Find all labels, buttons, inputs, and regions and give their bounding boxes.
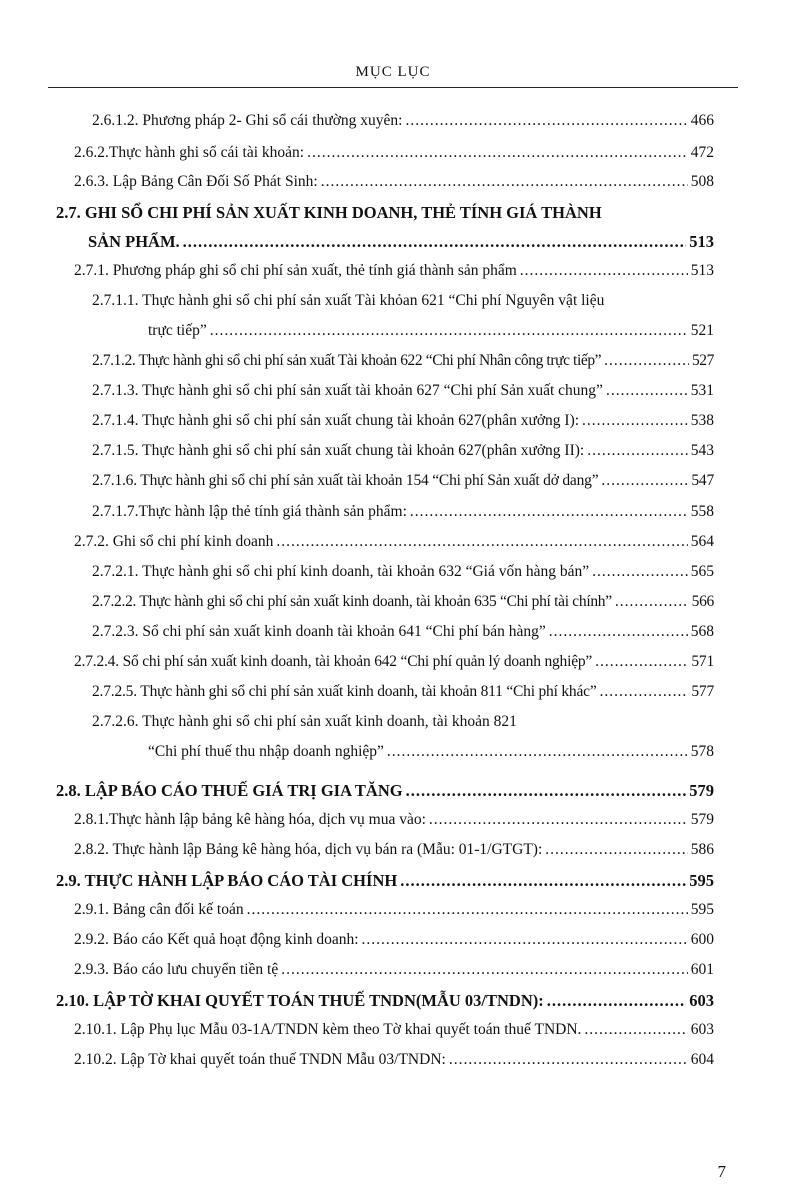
toc-leader-dots <box>406 781 687 801</box>
toc-entry-title: 2.7.1.2. Thực hành ghi sổ chi phí sản xuất Tài khoản 622 “Chi phí Nhân công trực tiếp” <box>92 352 602 369</box>
toc-entry-title: 2.7.2.5. Thực hành ghi sổ chi phí sản xuất kinh doanh, tài khoản 811 “Chi phí khác” <box>92 683 597 700</box>
toc-entry-title: trực tiếp” <box>148 322 207 339</box>
toc-entry-page: 513 <box>689 232 714 251</box>
toc-leader-dots <box>601 472 688 490</box>
toc-entry[interactable] <box>92 503 714 521</box>
toc-entry[interactable] <box>92 563 714 581</box>
toc-entry-page: 603 <box>689 991 714 1010</box>
toc-entry-title: 2.10. LẬP TỜ KHAI QUYẾT TOÁN THUẾ TNDN(MẪU 03/TNDN): <box>56 991 544 1010</box>
toc-entry[interactable] <box>92 352 714 370</box>
toc-entry[interactable] <box>92 472 714 490</box>
toc-section-heading[interactable] <box>56 781 714 801</box>
toc-leader-dots <box>321 173 688 191</box>
toc-leader-dots <box>595 653 688 671</box>
toc-leader-dots <box>429 811 688 829</box>
page-header-title: MỤC LỤC <box>355 64 431 80</box>
toc-entry-page: 578 <box>690 743 714 760</box>
toc-entry[interactable] <box>74 653 714 671</box>
toc-entry[interactable] <box>74 533 714 551</box>
toc-entry-page: 521 <box>690 322 714 339</box>
page-number: 7 <box>717 1162 726 1181</box>
toc-entry[interactable] <box>74 1021 714 1039</box>
toc-leader-dots <box>615 593 689 611</box>
toc-section-heading-cont[interactable] <box>88 232 714 252</box>
toc-leader-dots <box>449 1051 688 1069</box>
toc-entry-page: 586 <box>690 841 714 858</box>
toc-entry[interactable] <box>74 931 714 949</box>
toc-entry-page: 564 <box>690 533 714 550</box>
toc-section-heading[interactable] <box>56 991 714 1011</box>
toc-entry[interactable] <box>92 412 714 430</box>
toc-leader-dots <box>183 232 687 252</box>
toc-leader-dots <box>405 112 687 130</box>
toc-entry-title: 2.7.1.5. Thực hành ghi sổ chi phí sản xuất chung tài khoản 627(phân xưởng II): <box>92 442 585 459</box>
toc-leader-dots <box>362 931 688 949</box>
toc-entry-title: 2.7.1.4. Thực hành ghi sổ chi phí sản xuất chung tài khoản 627(phân xưởng I): <box>92 412 580 429</box>
toc-entry-title: 2.8.1.Thực hành lập bảng kê hàng hóa, dịch vụ mua vào: <box>74 811 426 828</box>
toc-entry-page: 538 <box>690 412 714 429</box>
toc-section-heading[interactable] <box>56 871 714 891</box>
toc-entry[interactable] <box>74 173 714 191</box>
toc-entry[interactable] <box>92 593 714 611</box>
toc-entry-page: 595 <box>689 871 714 890</box>
toc-entry-title: 2.8. LẬP BÁO CÁO THUẾ GIÁ TRỊ GIA TĂNG <box>56 781 403 800</box>
toc-entry[interactable] <box>74 1051 714 1069</box>
toc-entry-page: 558 <box>690 503 714 520</box>
toc-entry[interactable] <box>74 901 714 919</box>
toc-entry-title: 2.9.3. Báo cáo lưu chuyển tiền tệ <box>74 961 279 978</box>
toc-entry-page: 579 <box>690 811 714 828</box>
toc-entry[interactable] <box>92 382 714 400</box>
toc-entry[interactable] <box>92 623 714 641</box>
toc-section-heading[interactable] <box>56 203 714 223</box>
toc-leader-dots <box>592 563 688 581</box>
toc-entry-title: 2.6.3. Lập Bảng Cân Đối Số Phát Sinh: <box>74 173 318 190</box>
toc-entry-title: 2.7.1.3. Thực hành ghi sổ chi phí sản xuất tài khoản 627 “Chi phí Sản xuất chung” <box>92 382 603 399</box>
toc-entry[interactable] <box>74 841 714 859</box>
toc-entry-page: 566 <box>691 593 714 610</box>
toc-entry-title: 2.7.2.6. Thực hành ghi sổ chi phí sản xuất kinh doanh, tài khoản 821 <box>92 713 517 730</box>
toc-leader-dots <box>582 412 688 430</box>
toc-entry-page: 527 <box>691 352 714 369</box>
toc-entry-page: 571 <box>691 653 714 670</box>
toc-entry-page: 513 <box>690 262 714 279</box>
toc-entry-page: 543 <box>690 442 714 459</box>
toc-leader-dots <box>400 871 686 891</box>
toc-leader-dots <box>604 352 689 370</box>
toc-entry-cont[interactable] <box>148 743 714 761</box>
toc-entry-title: 2.10.1. Lập Phụ lục Mẫu 03-1A/TNDN kèm theo Tờ khai quyết toán thuế TNDN. <box>74 1021 582 1038</box>
header-rule <box>48 87 738 88</box>
toc-leader-dots <box>584 1021 687 1039</box>
toc-entry[interactable] <box>92 683 714 701</box>
toc-entry[interactable] <box>92 713 714 731</box>
toc-entry[interactable] <box>92 292 714 310</box>
toc-entry-title: 2.7.2.3. Sổ chi phí sản xuất kinh doanh tài khoản 641 “Chi phí bán hàng” <box>92 623 546 640</box>
toc-entry-title: 2.7.1.1. Thực hành ghi sổ chi phí sản xuất Tài khỏan 621 “Chi phí Nguyên vật liệu <box>92 292 605 309</box>
toc-entry-title: 2.7.2. Ghi sổ chi phí kinh doanh <box>74 533 274 550</box>
toc-entry-cont[interactable] <box>148 322 714 340</box>
toc-leader-dots <box>281 961 688 979</box>
toc-entry-page: 466 <box>690 112 714 129</box>
toc-entry-title: SẢN PHẨM. <box>88 232 180 251</box>
toc-entry-title: “Chi phí thuế thu nhập doanh nghiệp” <box>148 743 384 760</box>
toc-entry-title: 2.10.2. Lập Tờ khai quyết toán thuế TNDN Mẫu 03/TNDN: <box>74 1051 446 1068</box>
toc-leader-dots <box>549 623 688 641</box>
toc-leader-dots <box>600 683 689 701</box>
toc-entry-page: 601 <box>690 961 714 978</box>
toc-leader-dots <box>247 901 688 919</box>
toc-leader-dots <box>276 533 687 551</box>
toc-entry-title: 2.7. GHI SỔ CHI PHÍ SẢN XUẤT KINH DOANH, THẺ TÍNH GIÁ THÀNH <box>56 203 602 222</box>
toc-entry-page: 603 <box>690 1021 714 1038</box>
toc-entry-page: 508 <box>690 173 714 190</box>
toc-leader-dots <box>547 991 687 1011</box>
toc-entry[interactable] <box>74 262 714 280</box>
toc-entry-title: 2.8.2. Thực hành lập Bảng kê hàng hóa, dịch vụ bán ra (Mẫu: 01-1/GTGT): <box>74 841 543 858</box>
toc-leader-dots <box>606 382 688 400</box>
toc-entry-page: 595 <box>690 901 714 918</box>
toc-entry-page: 577 <box>691 683 714 700</box>
toc-entry[interactable] <box>92 112 714 130</box>
toc-leader-dots <box>210 322 688 340</box>
toc-entry-page: 472 <box>690 144 714 161</box>
toc-entry-title: 2.7.2.4. Sổ chi phí sản xuất kinh doanh, tài khoản 642 “Chi phí quản lý doanh nghiệp” <box>74 653 593 670</box>
toc-entry-title: 2.9.2. Báo cáo Kết quả hoạt động kinh doanh: <box>74 931 359 948</box>
toc-entry[interactable] <box>74 811 714 829</box>
toc-entry-title: 2.9. THỰC HÀNH LẬP BÁO CÁO TÀI CHÍNH <box>56 871 398 890</box>
toc-entry[interactable] <box>74 144 714 162</box>
toc-entry[interactable] <box>74 961 714 979</box>
toc-entry-title: 2.7.1.6. Thực hành ghi sổ chi phí sản xuất tài khoản 154 “Chi phí Sản xuất dở dang” <box>92 472 599 489</box>
toc-entry-title: 2.7.1.7.Thực hành lập thẻ tính giá thành sản phẩm: <box>92 503 407 520</box>
toc-leader-dots <box>410 503 688 521</box>
toc-entry-page: 568 <box>690 623 714 640</box>
toc-entry-page: 531 <box>690 382 714 399</box>
toc-leader-dots <box>307 144 688 162</box>
toc-entry-title: 2.7.2.1. Thực hành ghi sổ chi phí kinh doanh, tài khoản 632 “Giá vốn hàng bán” <box>92 563 590 580</box>
toc-entry-page: 600 <box>690 931 714 948</box>
toc-entry[interactable] <box>92 442 714 460</box>
toc-entry-title: 2.6.2.Thực hành ghi sổ cái tài khoản: <box>74 144 305 161</box>
toc-entry-page: 565 <box>690 563 714 580</box>
toc-entry-page: 604 <box>690 1051 714 1068</box>
toc-entry-page: 547 <box>691 472 714 489</box>
toc-entry-title: 2.6.1.2. Phương pháp 2- Ghi sổ cái thường xuyên: <box>92 112 403 129</box>
toc-entry-page: 579 <box>689 781 714 800</box>
toc-leader-dots <box>387 743 688 761</box>
toc-entry-title: 2.7.2.2. Thực hành ghi sổ chi phí sản xuất kinh doanh, tài khoản 635 “Chi phí tài chính” <box>92 593 612 610</box>
toc-entry-title: 2.9.1. Bảng cân đối kế toán <box>74 901 244 918</box>
toc-leader-dots <box>587 442 688 460</box>
toc-leader-dots <box>520 262 688 280</box>
toc-leader-dots <box>545 841 687 859</box>
toc-entry-title: 2.7.1. Phương pháp ghi sổ chi phí sản xuất, thẻ tính giá thành sản phẩm <box>74 262 517 279</box>
